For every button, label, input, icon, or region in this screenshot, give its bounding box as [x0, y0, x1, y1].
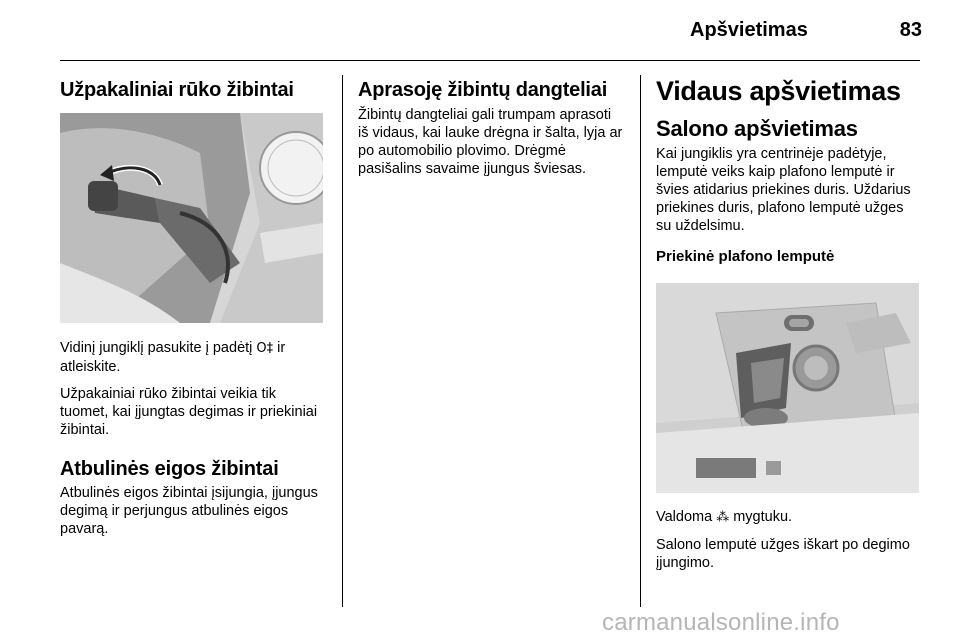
column-interior: [656, 76, 922, 572]
chapter-title: Vidaus apšvietimas: [656, 76, 901, 106]
dome-lamp-illustration: [656, 283, 919, 493]
paragraph-button: [656, 508, 922, 527]
paragraph-fogged-covers: Žibintų dangteliai gali trumpam aprasoti iš vidaus, kai lauke drėgna ir šalta, lyja ar po automobilio plovimo. Drėgmė pasišalins savaime įjungus šviesas.: [358, 107, 623, 177]
figure-dome-lamp: [656, 283, 919, 493]
watermark: carmanualsonline.info: [602, 609, 840, 636]
text-span: Valdoma: [656, 509, 717, 525]
section-title-cabin-lighting: Salono apšvietimas: [656, 116, 858, 141]
text-span: mygtuku.: [729, 509, 793, 525]
column-fogged-covers: [358, 76, 624, 178]
paragraph-fog-condition: Užpakainiai rūko žibintai veikia tik tuomet, kai įjungtas degimas ir priekiniai žibintai.: [60, 386, 318, 438]
section-title-fogged-covers: Aprasoję žibintų dangteliai: [358, 79, 608, 101]
paragraph-ignition: Salono lemputė užges iškart po degimo įjungimo.: [656, 537, 910, 571]
interior-light-icon: ⁂: [716, 510, 730, 525]
text-span: ir atleiskite.: [60, 340, 286, 375]
paragraph-reverse-lights: Atbulinės eigos žibintai įsijungia, įjungus degimą ir perjungus atbulinės eigos pavarą.: [60, 485, 318, 537]
paragraph-instruction: [60, 339, 326, 376]
header-rule: [60, 60, 920, 61]
section-title-reverse-lights: Atbulinės eigos žibintai: [60, 458, 279, 480]
figure-light-switch: [60, 113, 323, 323]
subsection-title-front-lamp: Priekinė plafono lemputė: [656, 248, 835, 265]
column-rear-fog: [60, 76, 326, 538]
light-switch-illustration: [60, 113, 323, 323]
column-divider: [342, 75, 343, 607]
paragraph-cabin-lighting: Kai jungiklis yra centrinėje padėtyje, lemputė veiks kaip plafono lemputė ir švies atidarius priekines duris. Uždarius priekines duris, plafono lemputė užges su uždelsimu.: [656, 146, 911, 234]
running-header-title: Apšvietimas: [690, 19, 808, 41]
section-title-rear-fog: Užpakaliniai rūko žibintai: [60, 79, 294, 101]
fog-light-icon: O‡: [256, 341, 274, 356]
text-span: Vidinį jungiklį pasukite į padėtį: [60, 340, 257, 356]
page-number: 83: [899, 19, 922, 41]
column-divider: [640, 75, 641, 607]
